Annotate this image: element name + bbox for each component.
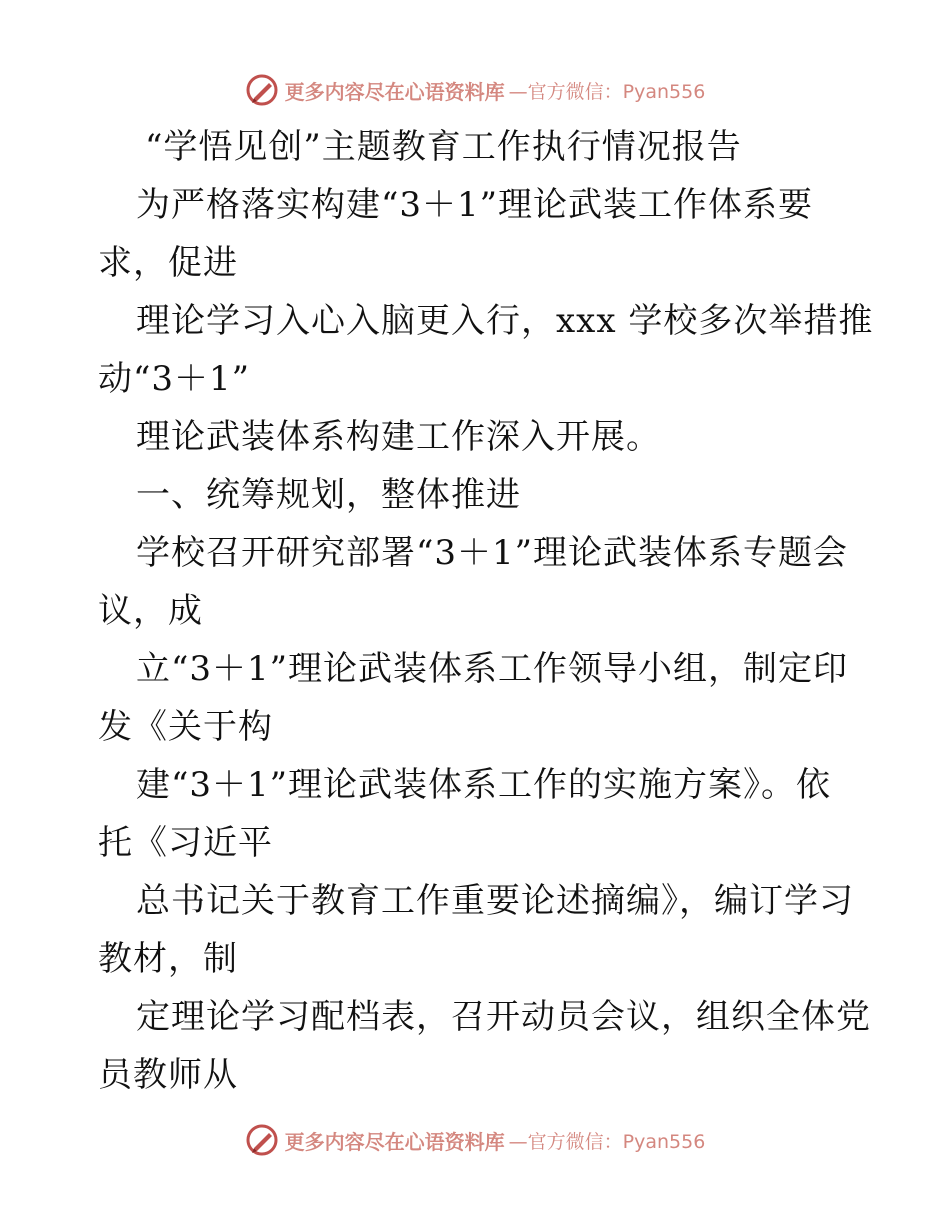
text-line: 理论武装体系构建工作深入开展。 xyxy=(136,417,661,457)
section-heading: 一、统筹规划，整体推进 xyxy=(136,475,521,515)
pen-logo-icon xyxy=(245,73,279,107)
watermark-site-name: 更多内容尽在心语资料库 xyxy=(284,79,505,104)
text-line: 理论学习入心入脑更入行，xxx 学校多次举措推 xyxy=(136,301,874,341)
watermark-wechat: —官方微信：Pyan556 xyxy=(508,1130,706,1153)
text-line: 动“3＋1” xyxy=(98,359,251,399)
text-line: 员教师从 xyxy=(98,1055,238,1095)
text-line: 建“3＋1”理论武装体系工作的实施方案》。依 xyxy=(136,765,832,805)
document-body xyxy=(98,118,874,1104)
pen-logo-icon xyxy=(245,1123,279,1157)
text-line: 求，促进 xyxy=(98,243,238,283)
watermark-header xyxy=(0,70,950,110)
watermark-footer xyxy=(0,1120,950,1160)
watermark-wechat: —官方微信：Pyan556 xyxy=(508,80,706,103)
text-line: 议，成 xyxy=(98,591,203,631)
text-line: 学校召开研究部署“3＋1”理论武装体系专题会 xyxy=(136,533,849,573)
text-line: 为严格落实构建“3＋1”理论武装工作体系要 xyxy=(136,185,814,225)
text-line: 定理论学习配档表，召开动员会议，组织全体党 xyxy=(136,997,871,1037)
text-line: 教材，制 xyxy=(98,939,238,979)
text-line: 发《关于构 xyxy=(98,707,273,747)
text-line: 立“3＋1”理论武装体系工作领导小组，制定印 xyxy=(136,649,849,689)
text-line: 总书记关于教育工作重要论述摘编》，编订学习 xyxy=(136,881,854,921)
watermark-site-name: 更多内容尽在心语资料库 xyxy=(284,1129,505,1154)
document-title: “学悟见创”主题教育工作执行情况报告 xyxy=(145,127,742,167)
text-line: 托《习近平 xyxy=(98,823,273,863)
